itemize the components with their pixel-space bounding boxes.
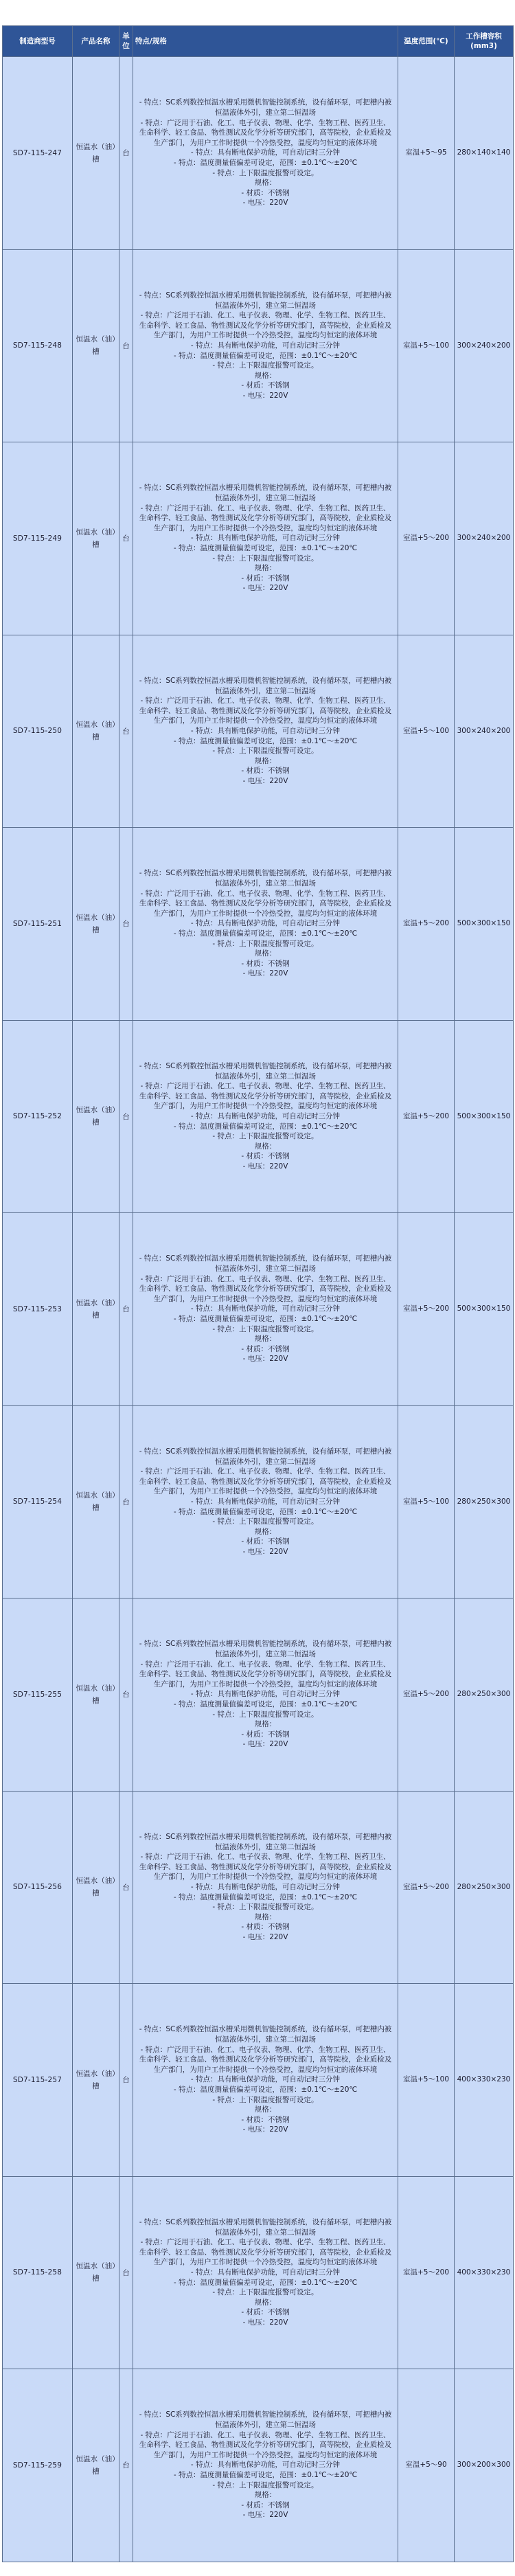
product-name-cell: 恒温水（油）槽 — [73, 828, 119, 1021]
spec-line: 规格： — [254, 2105, 277, 2114]
volume-cell: 500×300×150 — [455, 828, 514, 1021]
spec-line: - 特点：具有断电保护功能，可自动记时三分钟 — [190, 726, 341, 735]
spec-line: - 特点：广泛用于石油、化工、电子仪表、物理、化学、生物工程、医药卫生、生命科学、轻工食品、物性测试及化学分析等研究部门，高等院校，企业质检及生产部门，为用户工作时提供一个冷热受控，温度均匀恒定的液体环境 — [139, 889, 392, 918]
header-spec: 特点/规格 — [133, 26, 398, 57]
header-volume: 工作槽容积(mm3) — [455, 26, 514, 57]
spec-line: - 电压：220V — [242, 1162, 288, 1171]
temperature-range-cell: 室温+5～200 — [398, 2176, 455, 2369]
spec-line: - 特点：温度测量值偏差可设定，范围：±0.1℃～±20℃ — [173, 1315, 358, 1324]
spec-line: - 特点：温度测量值偏差可设定，范围：±0.1℃～±20℃ — [173, 1893, 358, 1901]
spec-line: - 特点：温度测量值偏差可设定，范围：±0.1℃～±20℃ — [173, 736, 358, 745]
volume-cell: 280×250×300 — [455, 1791, 514, 1984]
spec-line: - 特点：具有断电保护功能，可自动记时三分钟 — [190, 1497, 341, 1506]
product-name-cell: 恒温水（油）槽 — [73, 1984, 119, 2177]
spec-line: - 电压：220V — [242, 199, 288, 207]
volume-cell: 400×330×230 — [455, 2176, 514, 2369]
volume-cell: 400×330×230 — [455, 1984, 514, 2177]
spec-line: - 特点：上下限温度报警可设定。 — [212, 1710, 319, 1719]
temperature-range-cell: 室温+5～95 — [398, 57, 455, 250]
spec-line: - 特点：具有断电保护功能，可自动记时三分钟 — [190, 534, 341, 543]
spec-line: - 电压：220V — [242, 776, 288, 785]
spec-line: - 特点：SC系列数控恒温水槽采用微机智能控制系统，设有循环泵，可把槽内被恒温液体外引，建立第二恒温场 — [139, 676, 392, 695]
temperature-range-cell: 室温+5～90 — [398, 2369, 455, 2562]
product-name-cell: 恒温水（油）槽 — [73, 2176, 119, 2369]
spec-line: - 电压：220V — [242, 391, 288, 400]
unit-cell: 台 — [119, 1020, 133, 1213]
model-cell: SD7-115-259 — [3, 2369, 73, 2562]
unit-cell: 台 — [119, 2369, 133, 2562]
spec-line: - 特点：温度测量值偏差可设定，范围：±0.1℃～±20℃ — [173, 1507, 358, 1516]
temperature-range-cell: 室温+5～100 — [398, 1405, 455, 1598]
spec-line: - 材质：不锈钢 — [241, 1537, 290, 1546]
volume-cell: 500×300×150 — [455, 1213, 514, 1406]
spec-line: - 特点：具有断电保护功能，可自动记时三分钟 — [190, 2268, 341, 2276]
spec-line: - 特点：具有断电保护功能，可自动记时三分钟 — [190, 341, 341, 350]
table-header-row — [3, 26, 514, 57]
spec-line: - 特点：具有断电保护功能，可自动记时三分钟 — [190, 1882, 341, 1891]
spec-line: - 特点：具有断电保护功能，可自动记时三分钟 — [190, 1304, 341, 1313]
unit-cell: 台 — [119, 1791, 133, 1984]
table-row — [3, 1598, 514, 1792]
spec-line: - 特点：SC系列数控恒温水槽采用微机智能控制系统，设有循环泵，可把槽内被恒温液体外引，建立第二恒温场 — [139, 2410, 392, 2430]
spec-line: - 特点：温度测量值偏差可设定，范围：±0.1℃～±20℃ — [173, 351, 358, 360]
model-cell: SD7-115-253 — [3, 1213, 73, 1406]
product-name-cell: 恒温水（油）槽 — [73, 1213, 119, 1406]
spec-line: 规格： — [254, 949, 277, 958]
unit-cell: 台 — [119, 1405, 133, 1598]
temperature-range-cell: 室温+5～200 — [398, 1020, 455, 1213]
spec-line: - 特点：广泛用于石油、化工、电子仪表、物理、化学、生物工程、医药卫生、生命科学、轻工食品、物性测试及化学分析等研究部门，高等院校，企业质检及生产部门，为用户工作时提供一个冷热受控，温度均匀恒定的液体环境 — [139, 504, 392, 532]
spec-line: - 材质：不锈钢 — [241, 574, 290, 583]
spec-line: - 材质：不锈钢 — [241, 381, 290, 390]
spec-line: - 特点：广泛用于石油、化工、电子仪表、物理、化学、生物工程、医药卫生、生命科学、轻工食品、物性测试及化学分析等研究部门，高等院校，企业质检及生产部门，为用户工作时提供一个冷热受控，温度均匀恒定的液体环境 — [139, 2430, 392, 2459]
model-cell: SD7-115-251 — [3, 828, 73, 1021]
product-name-cell: 恒温水（油）槽 — [73, 1791, 119, 1984]
spec-line: - 材质：不锈钢 — [241, 959, 290, 968]
model-cell: SD7-115-252 — [3, 1020, 73, 1213]
spec-cell — [133, 1791, 398, 1984]
temperature-range-cell: 室温+5～200 — [398, 442, 455, 635]
spec-line: - 材质：不锈钢 — [241, 1344, 290, 1353]
spec-line: - 特点：温度测量值偏差可设定，范围：±0.1℃～±20℃ — [173, 2086, 358, 2094]
spec-line: - 特点：上下限温度报警可设定。 — [212, 747, 319, 756]
table-row — [3, 828, 514, 1021]
spec-line: - 特点：具有断电保护功能，可自动记时三分钟 — [190, 1690, 341, 1699]
spec-line: - 材质：不锈钢 — [241, 2500, 290, 2509]
unit-cell: 台 — [119, 1598, 133, 1792]
table-row — [3, 1020, 514, 1213]
spec-line: 规格： — [254, 2298, 277, 2307]
product-table-container — [2, 25, 513, 2562]
unit-cell: 台 — [119, 1984, 133, 2177]
spec-line: - 特点：上下限温度报警可设定。 — [212, 1903, 319, 1912]
unit-cell: 台 — [119, 57, 133, 250]
table-row — [3, 249, 514, 442]
unit-cell: 台 — [119, 1213, 133, 1406]
model-cell: SD7-115-255 — [3, 1598, 73, 1792]
spec-line: 规格： — [254, 1912, 277, 1921]
spec-line: - 特点：温度测量值偏差可设定，范围：±0.1℃～±20℃ — [173, 2471, 358, 2480]
table-row — [3, 442, 514, 635]
spec-cell — [133, 249, 398, 442]
spec-line: - 特点：广泛用于石油、化工、电子仪表、物理、化学、生物工程、医药卫生、生命科学、轻工食品、物性测试及化学分析等研究部门，高等院校，企业质检及生产部门，为用户工作时提供一个冷热受控，温度均匀恒定的液体环境 — [139, 2238, 392, 2267]
product-name-cell: 恒温水（油）槽 — [73, 1598, 119, 1792]
spec-line: - 特点：广泛用于石油、化工、电子仪表、物理、化学、生物工程、医药卫生、生命科学、轻工食品、物性测试及化学分析等研究部门，高等院校，企业质检及生产部门，为用户工作时提供一个冷热受控，温度均匀恒定的液体环境 — [139, 1082, 392, 1111]
spec-line: - 电压：220V — [242, 2511, 288, 2520]
spec-line: - 特点：上下限温度报警可设定。 — [212, 1324, 319, 1333]
volume-cell: 300×200×300 — [455, 2369, 514, 2562]
spec-line: 规格： — [254, 371, 277, 380]
spec-line: - 特点：广泛用于石油、化工、电子仪表、物理、化学、生物工程、医药卫生、生命科学、轻工食品、物性测试及化学分析等研究部门，高等院校，企业质检及生产部门，为用户工作时提供一个冷热受控，温度均匀恒定的液体环境 — [139, 311, 392, 340]
volume-cell: 300×240×200 — [455, 249, 514, 442]
table-row — [3, 2369, 514, 2562]
temperature-range-cell: 室温+5～200 — [398, 1598, 455, 1792]
spec-line: - 特点：上下限温度报警可设定。 — [212, 939, 319, 948]
table-row — [3, 57, 514, 250]
unit-cell: 台 — [119, 828, 133, 1021]
spec-line: - 特点：温度测量值偏差可设定，范围：±0.1℃～±20℃ — [173, 1122, 358, 1131]
model-cell: SD7-115-254 — [3, 1405, 73, 1598]
unit-cell: 台 — [119, 442, 133, 635]
volume-cell: 300×240×200 — [455, 442, 514, 635]
temperature-range-cell: 室温+5～200 — [398, 1213, 455, 1406]
spec-line: - 特点：SC系列数控恒温水槽采用微机智能控制系统，设有循环泵，可把槽内被恒温液体外引，建立第二恒温场 — [139, 1447, 392, 1466]
spec-cell — [133, 1984, 398, 2177]
spec-line: - 特点：SC系列数控恒温水槽采用微机智能控制系统，设有循环泵，可把槽内被恒温液体外引，建立第二恒温场 — [139, 1640, 392, 1659]
spec-line: - 特点：温度测量值偏差可设定，范围：±0.1℃～±20℃ — [173, 2278, 358, 2287]
spec-line: - 特点：SC系列数控恒温水槽采用微机智能控制系统，设有循环泵，可把槽内被恒温液体外引，建立第二恒温场 — [139, 484, 392, 503]
volume-cell: 500×300×150 — [455, 1020, 514, 1213]
spec-cell — [133, 1405, 398, 1598]
spec-line: 规格： — [254, 2491, 277, 2500]
temperature-range-cell: 室温+5～200 — [398, 828, 455, 1021]
model-cell: SD7-115-257 — [3, 1984, 73, 2177]
spec-line: - 特点：广泛用于石油、化工、电子仪表、物理、化学、生物工程、医药卫生、生命科学、轻工食品、物性测试及化学分析等研究部门，高等院校，企业质检及生产部门，为用户工作时提供一个冷热受控，温度均匀恒定的液体环境 — [139, 2045, 392, 2074]
volume-cell: 300×240×200 — [455, 635, 514, 828]
spec-line: - 电压：220V — [242, 2125, 288, 2134]
spec-line: - 材质：不锈钢 — [241, 2308, 290, 2317]
product-name-cell: 恒温水（油）槽 — [73, 2369, 119, 2562]
spec-cell — [133, 2176, 398, 2369]
product-name-cell: 恒温水（油）槽 — [73, 249, 119, 442]
spec-line: - 特点：具有断电保护功能，可自动记时三分钟 — [190, 1111, 341, 1120]
temperature-range-cell: 室温+5～100 — [398, 635, 455, 828]
spec-line: - 特点：具有断电保护功能，可自动记时三分钟 — [190, 148, 341, 157]
spec-line: - 特点：上下限温度报警可设定。 — [212, 2095, 319, 2104]
spec-line: - 特点：上下限温度报警可设定。 — [212, 361, 319, 370]
spec-cell — [133, 57, 398, 250]
spec-line: - 特点：SC系列数控恒温水槽采用微机智能控制系统，设有循环泵，可把槽内被恒温液体外引，建立第二恒温场 — [139, 98, 392, 117]
spec-line: - 特点：上下限温度报警可设定。 — [212, 554, 319, 563]
spec-line: - 特点：广泛用于石油、化工、电子仪表、物理、化学、生物工程、医药卫生、生命科学、轻工食品、物性测试及化学分析等研究部门，高等院校，企业质检及生产部门，为用户工作时提供一个冷热受控，温度均匀恒定的液体环境 — [139, 697, 392, 725]
spec-line: - 特点：广泛用于石油、化工、电子仪表、物理、化学、生物工程、医药卫生、生命科学、轻工食品、物性测试及化学分析等研究部门，高等院校，企业质检及生产部门，为用户工作时提供一个冷热受控，温度均匀恒定的液体环境 — [139, 1274, 392, 1303]
model-cell: SD7-115-249 — [3, 442, 73, 635]
spec-line: - 电压：220V — [242, 1547, 288, 1556]
spec-cell — [133, 2369, 398, 2562]
spec-line: - 特点：SC系列数控恒温水槽采用微机智能控制系统，设有循环泵，可把槽内被恒温液体外引，建立第二恒温场 — [139, 1832, 392, 1851]
spec-line: 规格： — [254, 1142, 277, 1151]
spec-line: - 特点：上下限温度报警可设定。 — [212, 168, 319, 177]
volume-cell: 280×250×300 — [455, 1598, 514, 1792]
header-temp: 温度范围(℃) — [398, 26, 455, 57]
spec-line: - 特点：具有断电保护功能，可自动记时三分钟 — [190, 2461, 341, 2470]
temperature-range-cell: 室温+5～200 — [398, 1791, 455, 1984]
spec-line: - 材质：不锈钢 — [241, 1923, 290, 1932]
spec-line: - 特点：温度测量值偏差可设定，范围：±0.1℃～±20℃ — [173, 159, 358, 168]
spec-line: - 材质：不锈钢 — [241, 188, 290, 197]
product-table — [2, 25, 514, 2562]
spec-cell — [133, 635, 398, 828]
spec-line: - 特点：具有断电保护功能，可自动记时三分钟 — [190, 2075, 341, 2084]
product-name-cell: 恒温水（油）槽 — [73, 1405, 119, 1598]
spec-line: - 特点：SC系列数控恒温水槽采用微机智能控制系统，设有循环泵，可把槽内被恒温液体外引，建立第二恒温场 — [139, 869, 392, 888]
header-name: 产品名称 — [73, 26, 119, 57]
spec-line: - 特点：温度测量值偏差可设定，范围：±0.1℃～±20℃ — [173, 929, 358, 938]
spec-line: - 材质：不锈钢 — [241, 1152, 290, 1161]
spec-line: - 特点：SC系列数控恒温水槽采用微机智能控制系统，设有循环泵，可把槽内被恒温液体外引，建立第二恒温场 — [139, 2217, 392, 2237]
spec-cell — [133, 828, 398, 1021]
spec-line: 规格： — [254, 564, 277, 573]
spec-line: - 电压：220V — [242, 1355, 288, 1364]
spec-line: - 特点：广泛用于石油、化工、电子仪表、物理、化学、生物工程、医药卫生、生命科学、轻工食品、物性测试及化学分析等研究部门，高等院校，企业质检及生产部门，为用户工作时提供一个冷热受控，温度均匀恒定的液体环境 — [139, 118, 392, 147]
spec-line: - 特点：温度测量值偏差可设定，范围：±0.1℃～±20℃ — [173, 1700, 358, 1709]
spec-line: - 特点：SC系列数控恒温水槽采用微机智能控制系统，设有循环泵，可把槽内被恒温液体外引，建立第二恒温场 — [139, 1061, 392, 1081]
table-body — [3, 57, 514, 2562]
spec-line: - 特点：上下限温度报警可设定。 — [212, 1132, 319, 1141]
model-cell: SD7-115-247 — [3, 57, 73, 250]
spec-line: 规格： — [254, 1527, 277, 1536]
table-row — [3, 1791, 514, 1984]
model-cell: SD7-115-248 — [3, 249, 73, 442]
spec-cell — [133, 442, 398, 635]
volume-cell: 280×140×140 — [455, 57, 514, 250]
spec-line: - 电压：220V — [242, 1932, 288, 1941]
table-row — [3, 1984, 514, 2177]
model-cell: SD7-115-250 — [3, 635, 73, 828]
spec-line: - 特点：广泛用于石油、化工、电子仪表、物理、化学、生物工程、医药卫生、生命科学、轻工食品、物性测试及化学分析等研究部门，高等院校，企业质检及生产部门，为用户工作时提供一个冷热受控，温度均匀恒定的液体环境 — [139, 1853, 392, 1882]
spec-line: - 电压：220V — [242, 584, 288, 593]
table-row — [3, 2176, 514, 2369]
spec-line: 规格： — [254, 179, 277, 188]
spec-line: - 电压：220V — [242, 2318, 288, 2327]
unit-cell: 台 — [119, 635, 133, 828]
spec-line: - 特点：广泛用于石油、化工、电子仪表、物理、化学、生物工程、医药卫生、生命科学、轻工食品、物性测试及化学分析等研究部门，高等院校，企业质检及生产部门，为用户工作时提供一个冷热受控，温度均匀恒定的液体环境 — [139, 1660, 392, 1688]
spec-line: - 材质：不锈钢 — [241, 1730, 290, 1739]
spec-line: - 特点：温度测量值偏差可设定，范围：±0.1℃～±20℃ — [173, 544, 358, 553]
spec-line: - 特点：上下限温度报警可设定。 — [212, 2288, 319, 2297]
model-cell: SD7-115-258 — [3, 2176, 73, 2369]
product-name-cell: 恒温水（油）槽 — [73, 1020, 119, 1213]
spec-line: - 特点：SC系列数控恒温水槽采用微机智能控制系统，设有循环泵，可把槽内被恒温液体外引，建立第二恒温场 — [139, 2025, 392, 2044]
unit-cell: 台 — [119, 249, 133, 442]
spec-cell — [133, 1598, 398, 1792]
spec-cell — [133, 1213, 398, 1406]
product-name-cell: 恒温水（油）槽 — [73, 442, 119, 635]
spec-cell — [133, 1020, 398, 1213]
temperature-range-cell: 室温+5～100 — [398, 1984, 455, 2177]
spec-line: - 特点：SC系列数控恒温水槽采用微机智能控制系统，设有循环泵，可把槽内被恒温液体外引，建立第二恒温场 — [139, 1254, 392, 1274]
spec-line: - 电压：220V — [242, 969, 288, 978]
spec-line: - 材质：不锈钢 — [241, 2115, 290, 2124]
spec-line: - 电压：220V — [242, 1740, 288, 1749]
table-row — [3, 1213, 514, 1406]
spec-line: - 特点：具有断电保护功能，可自动记时三分钟 — [190, 919, 341, 928]
table-row — [3, 1405, 514, 1598]
spec-line: 规格： — [254, 1335, 277, 1344]
temperature-range-cell: 室温+5～100 — [398, 249, 455, 442]
spec-line: - 特点：广泛用于石油、化工、电子仪表、物理、化学、生物工程、医药卫生、生命科学、轻工食品、物性测试及化学分析等研究部门，高等院校，企业质检及生产部门，为用户工作时提供一个冷热受控，温度均匀恒定的液体环境 — [139, 1467, 392, 1496]
table-row — [3, 635, 514, 828]
volume-cell: 280×250×300 — [455, 1405, 514, 1598]
product-name-cell: 恒温水（油）槽 — [73, 57, 119, 250]
unit-cell: 台 — [119, 2176, 133, 2369]
spec-line: - 特点：SC系列数控恒温水槽采用微机智能控制系统，设有循环泵，可把槽内被恒温液体外引，建立第二恒温场 — [139, 291, 392, 310]
header-model: 制造商型号 — [3, 26, 73, 57]
model-cell: SD7-115-256 — [3, 1791, 73, 1984]
product-name-cell: 恒温水（油）槽 — [73, 635, 119, 828]
spec-line: - 材质：不锈钢 — [241, 767, 290, 776]
spec-line: - 特点：上下限温度报警可设定。 — [212, 2481, 319, 2489]
spec-line: 规格： — [254, 756, 277, 765]
spec-line: - 特点：上下限温度报警可设定。 — [212, 1517, 319, 1526]
header-unit: 单位 — [119, 26, 133, 57]
spec-line: 规格： — [254, 1720, 277, 1729]
